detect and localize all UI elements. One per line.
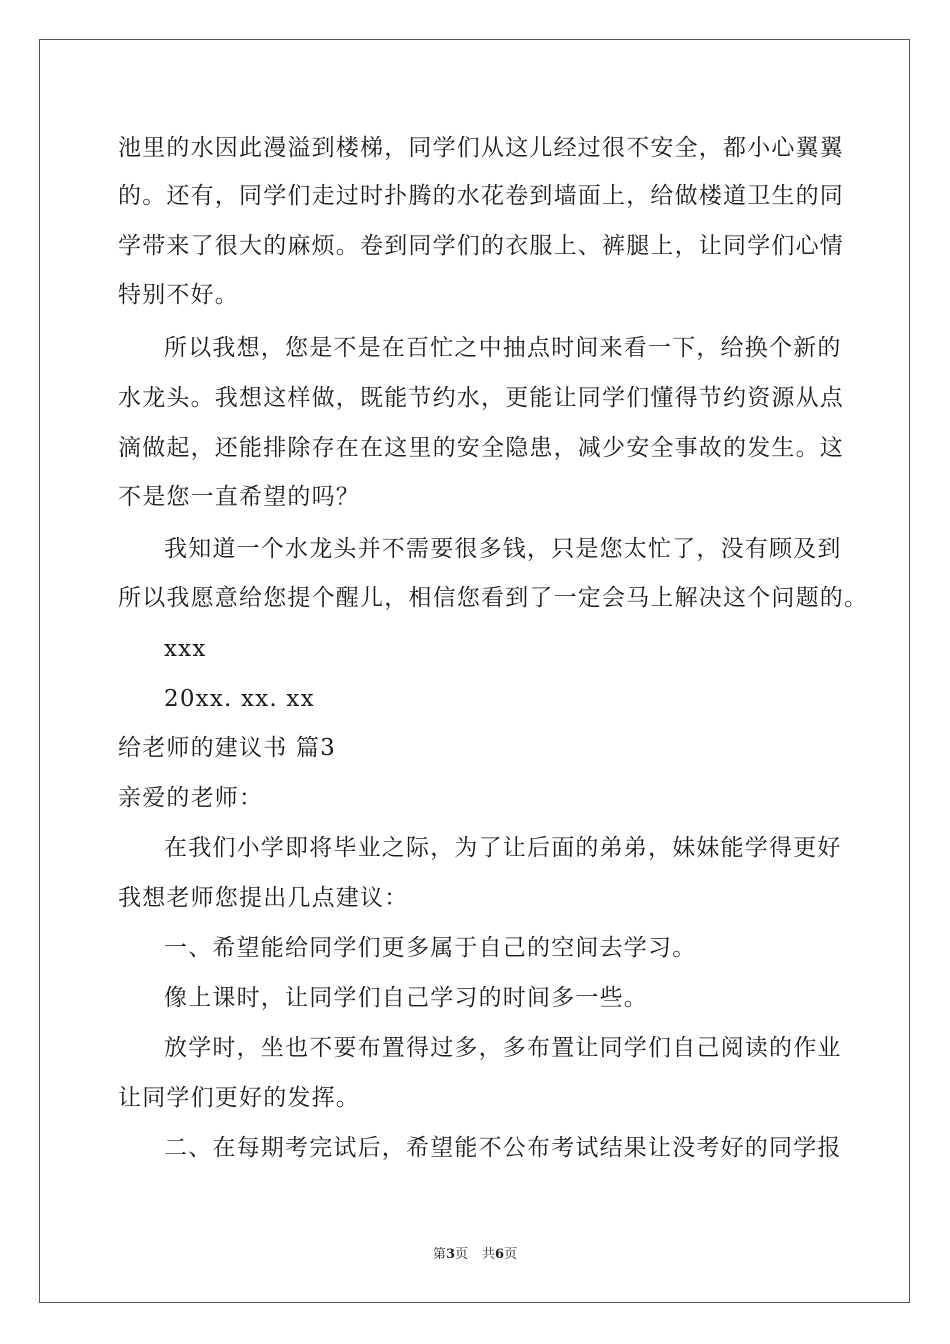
body-line: 我知道一个水龙头并不需要很多钱，只是您太忙了，没有顾及到 <box>164 536 842 562</box>
signature-name: xxx <box>164 636 207 662</box>
body-line: 放学时，坐也不要布置得过多，多布置让同学们自己阅读的作业 <box>164 1035 842 1061</box>
body-line: 所以我想，您是不是在百忙之中抽点时间来看一下，给换个新的 <box>164 335 842 361</box>
body-line: 滴做起，还能排除存在在这里的安全隐患，减少安全事故的发生。这 <box>118 435 844 461</box>
body-line: 一、希望能给同学们更多属于自己的空间去学习。 <box>164 935 697 961</box>
salutation: 亲爱的老师： <box>118 785 264 811</box>
body-line: 我想老师您提出几点建议： <box>118 885 409 911</box>
body-line: 像上课时，让同学们自己学习的时间多一些。 <box>164 985 648 1011</box>
page-footer <box>0 1247 950 1263</box>
page-suffix: 页 <box>454 1247 468 1262</box>
body-line: 学带来了很大的麻烦。卷到同学们的衣服上、裤腿上，让同学们心情 <box>118 233 844 259</box>
body-line: 让同学们更好的发挥。 <box>118 1085 360 1111</box>
page-border <box>39 39 910 1303</box>
total-pages: 6 <box>495 1247 505 1262</box>
body-line: 在我们小学即将毕业之际，为了让后面的弟弟，妹妹能学得更好 <box>164 835 842 861</box>
body-line: 水龙头。我想这样做，既能节约水，更能让同学们懂得节约资源从点 <box>118 385 844 411</box>
total-suffix: 页 <box>504 1247 518 1262</box>
body-line: 池里的水因此漫溢到楼梯，同学们从这儿经过很不安全，都小心翼翼 <box>118 135 844 161</box>
body-line: 的。还有，同学们走过时扑腾的水花卷到墙面上，给做楼道卫生的同 <box>118 183 844 209</box>
body-line: 特别不好。 <box>118 282 239 308</box>
section-heading: 给老师的建议书 篇3 <box>118 735 336 761</box>
body-line: 二、在每期考完试后，希望能不公布考试结果让没考好的同学报 <box>164 1135 842 1161</box>
page-number: 3 <box>445 1247 455 1262</box>
body-line: 不是您一直希望的吗？ <box>118 484 360 510</box>
page-prefix: 第 <box>432 1247 446 1262</box>
signature-date: 20xx. xx. xx <box>164 686 315 712</box>
body-line: 所以我愿意给您提个醒儿，相信您看到了一定会马上解决这个问题的。 <box>118 585 869 611</box>
total-prefix: 共 <box>482 1247 496 1262</box>
